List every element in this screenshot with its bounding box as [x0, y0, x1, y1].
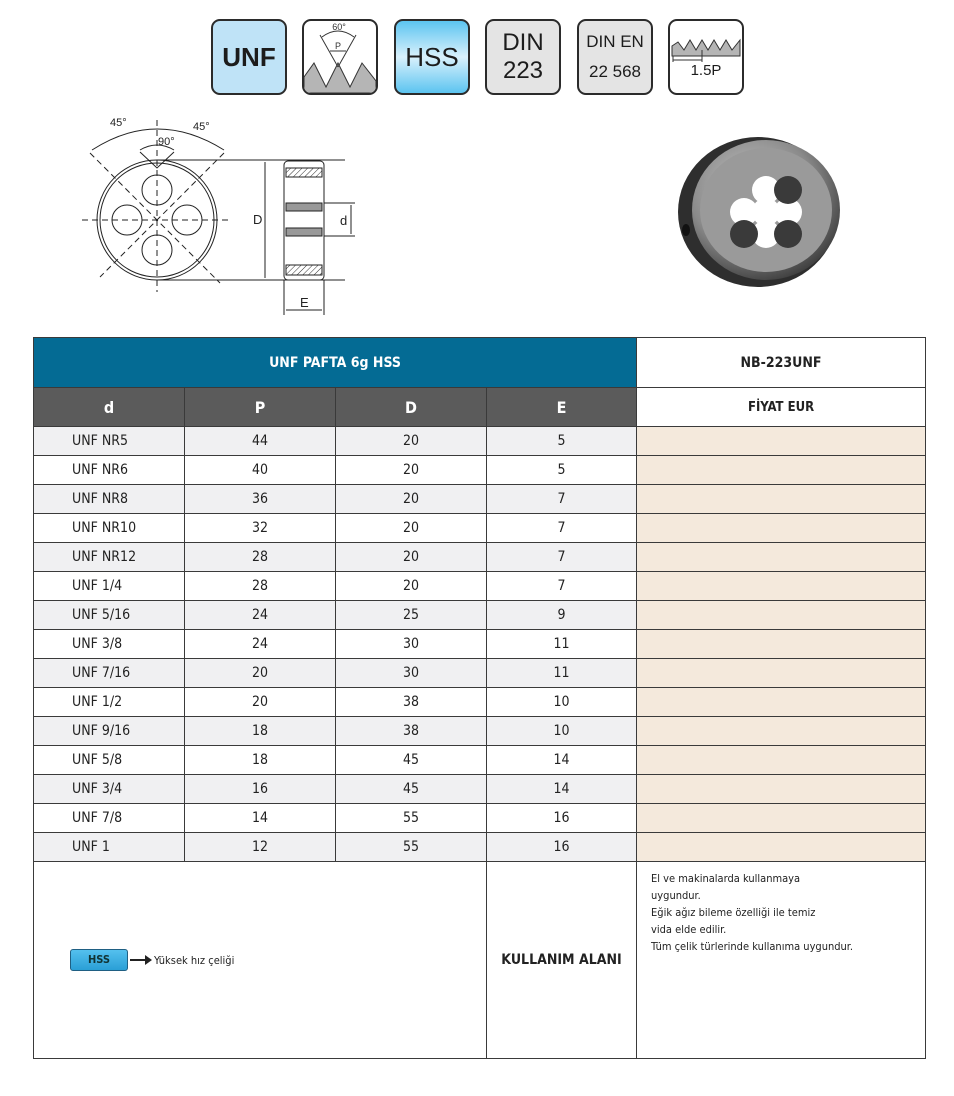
price-cell[interactable] [637, 804, 926, 833]
cell-P: 40 [185, 456, 336, 485]
usage-line: Eğik ağız bileme özelliği ile temiz [651, 906, 816, 919]
usage-line: vida elde edilir. [651, 923, 727, 936]
price-cell[interactable] [637, 572, 926, 601]
material-badge [394, 19, 470, 95]
cell-d: UNF NR6 [34, 456, 185, 485]
table-row [34, 485, 926, 514]
price-cell[interactable] [637, 427, 926, 456]
cell-d: UNF NR12 [34, 543, 185, 572]
product-photo [670, 130, 850, 290]
cell-P: 18 [185, 717, 336, 746]
usage-line: Tüm çelik türlerinde kullanıma uygundur. [651, 940, 854, 953]
price-cell[interactable] [637, 514, 926, 543]
hss-legend-chip: HSS [70, 949, 128, 971]
angle-center-label: 90° [158, 136, 175, 148]
chamfer-profile-icon [670, 36, 742, 62]
cell-d: UNF 5/16 [34, 601, 185, 630]
cell-D: 55 [336, 804, 487, 833]
table-row [34, 717, 926, 746]
cell-P: 24 [185, 601, 336, 630]
product-code: NB-223UNF [637, 338, 926, 388]
price-cell[interactable] [637, 659, 926, 688]
column-header-price: FİYAT EUR [637, 388, 926, 427]
price-cell[interactable] [637, 775, 926, 804]
table-row [34, 688, 926, 717]
usage-description [637, 862, 926, 1059]
table-row [34, 659, 926, 688]
cell-E: 14 [487, 775, 637, 804]
table-row [34, 572, 926, 601]
dim-D-label: D [253, 212, 263, 227]
cell-E: 16 [487, 833, 637, 862]
cell-P: 28 [185, 543, 336, 572]
cell-E: 5 [487, 456, 637, 485]
cell-P: 18 [185, 746, 336, 775]
din-en-badge [577, 19, 653, 95]
cell-E: 16 [487, 804, 637, 833]
price-cell[interactable] [637, 717, 926, 746]
cell-d: UNF 5/8 [34, 746, 185, 775]
cell-E: 5 [487, 427, 637, 456]
cell-E: 7 [487, 485, 637, 514]
chamfer-label: 1.5P [690, 61, 722, 79]
table-row [34, 804, 926, 833]
cell-D: 25 [336, 601, 487, 630]
cell-E: 11 [487, 659, 637, 688]
price-cell[interactable] [637, 833, 926, 862]
din-line2: 223 [502, 57, 544, 84]
cell-d: UNF 9/16 [34, 717, 185, 746]
usage-title: KULLANIM ALANI [487, 862, 637, 1059]
cell-P: 20 [185, 659, 336, 688]
cell-D: 38 [336, 717, 487, 746]
table-row [34, 543, 926, 572]
price-cell[interactable] [637, 485, 926, 514]
table-row [34, 775, 926, 804]
cell-d: UNF 7/16 [34, 659, 185, 688]
angle-label: 60° [332, 22, 346, 32]
pitch-label: P [334, 41, 342, 51]
cell-E: 14 [487, 746, 637, 775]
usage-line: El ve makinalarda kullanmaya [651, 872, 801, 885]
cell-D: 45 [336, 775, 487, 804]
cell-D: 55 [336, 833, 487, 862]
cell-P: 32 [185, 514, 336, 543]
legend-cell [34, 862, 487, 1059]
technical-drawing [60, 110, 360, 320]
cell-d: UNF 3/4 [34, 775, 185, 804]
cell-D: 45 [336, 746, 487, 775]
cell-P: 44 [185, 427, 336, 456]
cell-D: 30 [336, 659, 487, 688]
cell-D: 20 [336, 427, 487, 456]
cell-P: 12 [185, 833, 336, 862]
arrow-right-icon [130, 955, 152, 965]
cell-d: UNF NR5 [34, 427, 185, 456]
table-row [34, 427, 926, 456]
table-row [34, 630, 926, 659]
cell-D: 20 [336, 514, 487, 543]
dim-E-label: E [300, 295, 309, 310]
thread-profile-icon [304, 21, 376, 93]
cell-P: 24 [185, 630, 336, 659]
usage-line: uygundur. [651, 889, 701, 902]
column-header-D: D [336, 388, 487, 427]
cell-E: 10 [487, 688, 637, 717]
chamfer-badge [668, 19, 744, 95]
angle-left-label: 45° [110, 117, 127, 129]
price-cell[interactable] [637, 746, 926, 775]
spec-badges [211, 19, 751, 99]
cell-D: 20 [336, 543, 487, 572]
cell-D: 30 [336, 630, 487, 659]
cell-d: UNF 7/8 [34, 804, 185, 833]
column-header-P: P [185, 388, 336, 427]
cell-D: 20 [336, 456, 487, 485]
cell-E: 7 [487, 543, 637, 572]
price-cell[interactable] [637, 543, 926, 572]
thread-type-badge [211, 19, 287, 95]
cell-d: UNF NR8 [34, 485, 185, 514]
table-row [34, 514, 926, 543]
cell-d: UNF 1/4 [34, 572, 185, 601]
price-cell[interactable] [637, 630, 926, 659]
angle-right-label: 45° [193, 121, 210, 133]
thread-type-label: UNF [222, 41, 276, 72]
table-row [34, 746, 926, 775]
din-line1: DIN [502, 29, 544, 56]
cell-P: 16 [185, 775, 336, 804]
din-badge [485, 19, 561, 95]
dim-d-label: d [340, 213, 348, 228]
cell-E: 10 [487, 717, 637, 746]
cell-P: 28 [185, 572, 336, 601]
cell-d: UNF 3/8 [34, 630, 185, 659]
table-row [34, 601, 926, 630]
price-cell[interactable] [637, 601, 926, 630]
table-row [34, 456, 926, 485]
din-en-line1: DIN EN [586, 32, 644, 51]
price-cell[interactable] [637, 456, 926, 485]
thread-angle-badge [302, 19, 378, 95]
column-header-E: E [487, 388, 637, 427]
cell-E: 11 [487, 630, 637, 659]
cell-d: UNF 1 [34, 833, 185, 862]
cell-d: UNF 1/2 [34, 688, 185, 717]
hss-legend-text: Yüksek hız çeliği [154, 953, 235, 967]
cell-D: 20 [336, 485, 487, 514]
cell-E: 9 [487, 601, 637, 630]
table-row [34, 833, 926, 862]
cell-D: 38 [336, 688, 487, 717]
cell-P: 20 [185, 688, 336, 717]
product-table [33, 337, 926, 1059]
cell-P: 14 [185, 804, 336, 833]
table-title: UNF PAFTA 6g HSS [34, 338, 637, 388]
price-cell[interactable] [637, 688, 926, 717]
column-header-d: d [34, 388, 185, 427]
cell-E: 7 [487, 514, 637, 543]
din-en-line2: 22 568 [589, 62, 641, 81]
material-label: HSS [405, 41, 459, 72]
cell-E: 7 [487, 572, 637, 601]
cell-P: 36 [185, 485, 336, 514]
cell-D: 20 [336, 572, 487, 601]
cell-d: UNF NR10 [34, 514, 185, 543]
